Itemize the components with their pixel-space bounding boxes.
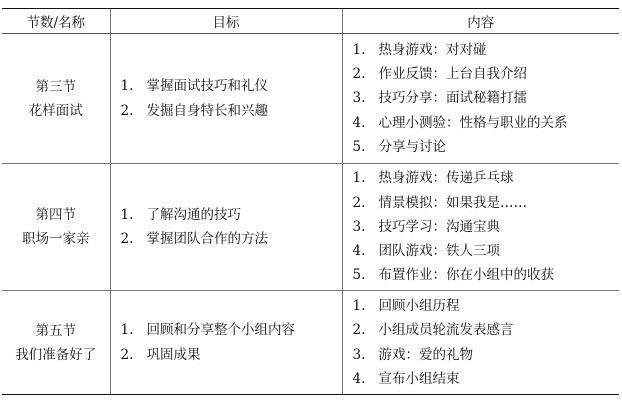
goals-list bbox=[111, 318, 342, 367]
contents-cell bbox=[342, 291, 619, 395]
content-item bbox=[353, 111, 620, 135]
goal-text: 发掘自身特长和兴趣 bbox=[146, 102, 268, 119]
goal-number: 2. bbox=[120, 346, 134, 363]
goals-list bbox=[111, 74, 342, 123]
content-text: 技巧分享：面试秘籍打擂 bbox=[378, 90, 527, 107]
goal-text: 巩固成果 bbox=[146, 346, 201, 363]
session-title: 我们准备好了 bbox=[15, 346, 97, 363]
goal-text: 了解沟通的技巧 bbox=[146, 206, 241, 223]
goal-number: 1. bbox=[120, 322, 134, 338]
header-row bbox=[2, 9, 619, 34]
goal-item bbox=[121, 74, 342, 99]
contents-list bbox=[343, 292, 620, 393]
goal-item bbox=[121, 343, 342, 368]
content-item bbox=[353, 294, 620, 318]
content-number: 2. bbox=[352, 322, 366, 339]
session-name-cell bbox=[2, 291, 110, 395]
content-item bbox=[353, 86, 620, 110]
content-text: 布置作业：你在小组中的收获 bbox=[378, 267, 554, 284]
content-text: 作业反馈：上台自我介绍 bbox=[378, 66, 527, 83]
session-number: 第三节 bbox=[35, 78, 76, 95]
session-name-cell bbox=[2, 164, 110, 291]
goals-cell bbox=[110, 164, 342, 291]
session-title: 花样面试 bbox=[28, 102, 83, 119]
content-item bbox=[353, 191, 620, 215]
contents-list bbox=[343, 164, 620, 289]
content-text: 游戏：爱的礼物 bbox=[378, 346, 473, 363]
session-name-cell bbox=[2, 34, 110, 164]
content-text: 热身游戏：传递乒乓球 bbox=[378, 170, 514, 187]
content-number: 5. bbox=[352, 267, 366, 284]
goals-cell bbox=[110, 291, 342, 395]
content-text: 小组成员轮流发表感言 bbox=[378, 322, 514, 339]
content-item bbox=[353, 62, 620, 86]
session-title: 职场一家亲 bbox=[22, 231, 90, 247]
goal-number: 2. bbox=[120, 102, 134, 119]
goals-list bbox=[111, 203, 342, 252]
goal-item bbox=[121, 227, 342, 252]
content-number: 4. bbox=[352, 114, 366, 131]
content-number: 4. bbox=[352, 243, 366, 260]
contents-cell bbox=[342, 34, 619, 164]
goal-item bbox=[121, 318, 342, 343]
goal-text: 掌握面试技巧和礼仪 bbox=[146, 78, 268, 94]
content-text: 情景模拟：如果我是…… bbox=[378, 194, 527, 211]
content-item bbox=[353, 263, 620, 287]
content-item bbox=[353, 318, 620, 342]
goal-item bbox=[121, 203, 342, 228]
content-item bbox=[353, 239, 620, 263]
session-row bbox=[2, 164, 619, 291]
content-number: 1. bbox=[352, 170, 366, 187]
session-number: 第五节 bbox=[35, 322, 76, 339]
goal-text: 掌握团队合作的方法 bbox=[146, 231, 268, 247]
goal-number: 1. bbox=[120, 78, 134, 94]
header-session-name: 节数/名称 bbox=[2, 9, 110, 34]
session-row bbox=[2, 34, 619, 164]
goal-text: 回顾和分享整个小组内容 bbox=[146, 322, 295, 338]
content-text: 团队游戏：铁人三项 bbox=[378, 243, 500, 260]
session-row bbox=[2, 291, 619, 395]
content-item bbox=[353, 343, 620, 367]
content-item bbox=[353, 166, 620, 190]
content-number: 3. bbox=[352, 90, 366, 107]
session-plan-table bbox=[2, 8, 619, 395]
content-text: 热身游戏：对对碰 bbox=[378, 41, 487, 58]
content-item bbox=[353, 215, 620, 239]
content-number: 1. bbox=[352, 41, 366, 58]
content-item bbox=[353, 367, 620, 391]
content-text: 分享与讨论 bbox=[378, 138, 446, 155]
goal-number: 1. bbox=[120, 206, 134, 223]
content-text: 宣布小组结束 bbox=[378, 370, 460, 387]
goal-item bbox=[121, 99, 342, 124]
content-number: 3. bbox=[352, 346, 366, 363]
content-item bbox=[353, 135, 620, 159]
contents-list bbox=[343, 36, 620, 161]
content-item bbox=[353, 38, 620, 62]
session-number: 第四节 bbox=[35, 207, 76, 223]
content-number: 2. bbox=[352, 66, 366, 83]
header-goals: 目标 bbox=[110, 9, 342, 34]
content-number: 4. bbox=[352, 370, 366, 387]
goals-cell bbox=[110, 34, 342, 164]
contents-cell bbox=[342, 164, 619, 291]
header-contents: 内容 bbox=[342, 9, 619, 34]
content-number: 2. bbox=[352, 194, 366, 211]
goal-number: 2. bbox=[120, 231, 134, 247]
content-number: 3. bbox=[352, 218, 366, 235]
content-text: 技巧学习：沟通宝典 bbox=[378, 218, 500, 235]
content-text: 心理小测验：性格与职业的关系 bbox=[378, 114, 568, 131]
content-number: 1. bbox=[352, 297, 366, 314]
content-text: 回顾小组历程 bbox=[378, 297, 460, 314]
content-number: 5. bbox=[352, 138, 366, 155]
